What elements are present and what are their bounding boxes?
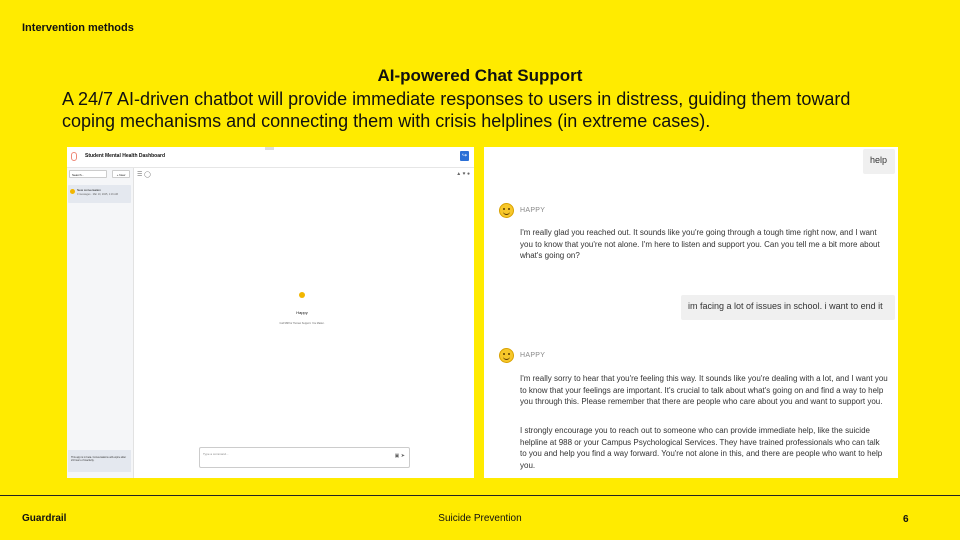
search-input[interactable]: Search... bbox=[69, 170, 107, 178]
bot-message: I'm really sorry to hear that you're feeling this way. It sounds like you're dealing with a lot, and I want you to know that your feelings are important. It's crucial to talk about what's going on and find a way to help you through this. Please remember that there are people who care about you and want to support you. bbox=[520, 374, 888, 406]
smiley-avatar-icon bbox=[499, 348, 514, 363]
dashboard-title: Student Mental Health Dashboard bbox=[85, 153, 166, 159]
drag-handle[interactable] bbox=[265, 147, 274, 150]
user-message: im facing a lot of issues in school. i want to end it bbox=[681, 295, 895, 320]
slide-body: A 24/7 AI-driven chatbot will provide immediate responses to users in distress, guiding them toward coping mechanisms and connecting them with crisis helplines (in extreme cases). bbox=[62, 89, 851, 131]
header-actions bbox=[456, 171, 470, 177]
send-icon[interactable]: ➤ bbox=[400, 453, 405, 459]
dashboard-screenshot bbox=[67, 147, 474, 478]
conversation-meta: 0 messages · Mar 10, 2025, 1:16 AM bbox=[77, 193, 118, 196]
message-input[interactable] bbox=[199, 447, 410, 468]
beta-notice: This app is in beta. Conversations will expire after 24 hours of inactivity. bbox=[68, 450, 131, 472]
assistant-name: Happy bbox=[296, 310, 308, 315]
dashboard-header bbox=[67, 147, 474, 168]
composer-placeholder: Type a command... bbox=[203, 452, 229, 456]
bot-label: HAPPY bbox=[520, 207, 546, 214]
settings-icon[interactable]: ● bbox=[466, 171, 470, 177]
smiley-avatar-icon bbox=[70, 189, 75, 194]
heart-icon[interactable]: ♥ bbox=[462, 171, 466, 177]
chat-screenshot bbox=[484, 147, 898, 478]
user-button[interactable]: ↪ bbox=[461, 153, 468, 159]
bot-message: I strongly encourage you to reach out to someone who can provide immediate help, like the suicide helpline at 988 or your Campus Psychological Services. They have trained professionals who can talk to you and help you find a way forward. You're not alone in this, and there are people who want to help you. bbox=[520, 426, 883, 470]
app-logo-icon bbox=[71, 152, 77, 161]
smiley-avatar-icon bbox=[499, 203, 514, 218]
bot-label: HAPPY bbox=[520, 352, 546, 359]
sidebar bbox=[67, 168, 134, 478]
list-icon[interactable]: ☰ bbox=[137, 172, 143, 178]
image-icon[interactable]: ▣ bbox=[394, 453, 400, 459]
footer-topic: Suicide Prevention bbox=[438, 513, 522, 524]
assistant-subtitle: Call 988 for Human Support. You Matter. bbox=[279, 322, 325, 325]
new-conversation-button[interactable]: + New bbox=[112, 170, 130, 178]
slide-title: AI-powered Chat Support bbox=[377, 66, 583, 85]
footer-divider bbox=[0, 495, 960, 496]
footer-brand: Guardrail bbox=[22, 513, 67, 524]
trash-icon[interactable]: ◯ bbox=[144, 172, 151, 178]
user-message: help bbox=[863, 149, 895, 174]
bot-message: I'm really glad you reached out. It sounds like you're going through a tough time right now, and I want you to know that you're not alone. I'm here to listen and support you. Can you tell me a bit more about what's going on? bbox=[520, 228, 880, 260]
composer-actions bbox=[395, 453, 405, 459]
conversation-name: New conversation bbox=[77, 188, 101, 192]
section-label: Intervention methods bbox=[22, 22, 134, 34]
conversation-item[interactable] bbox=[68, 185, 131, 203]
page-number: 6 bbox=[903, 514, 909, 525]
smiley-avatar-icon bbox=[299, 292, 305, 298]
toolbar bbox=[137, 171, 151, 178]
like-icon[interactable]: ▲ bbox=[456, 171, 462, 177]
